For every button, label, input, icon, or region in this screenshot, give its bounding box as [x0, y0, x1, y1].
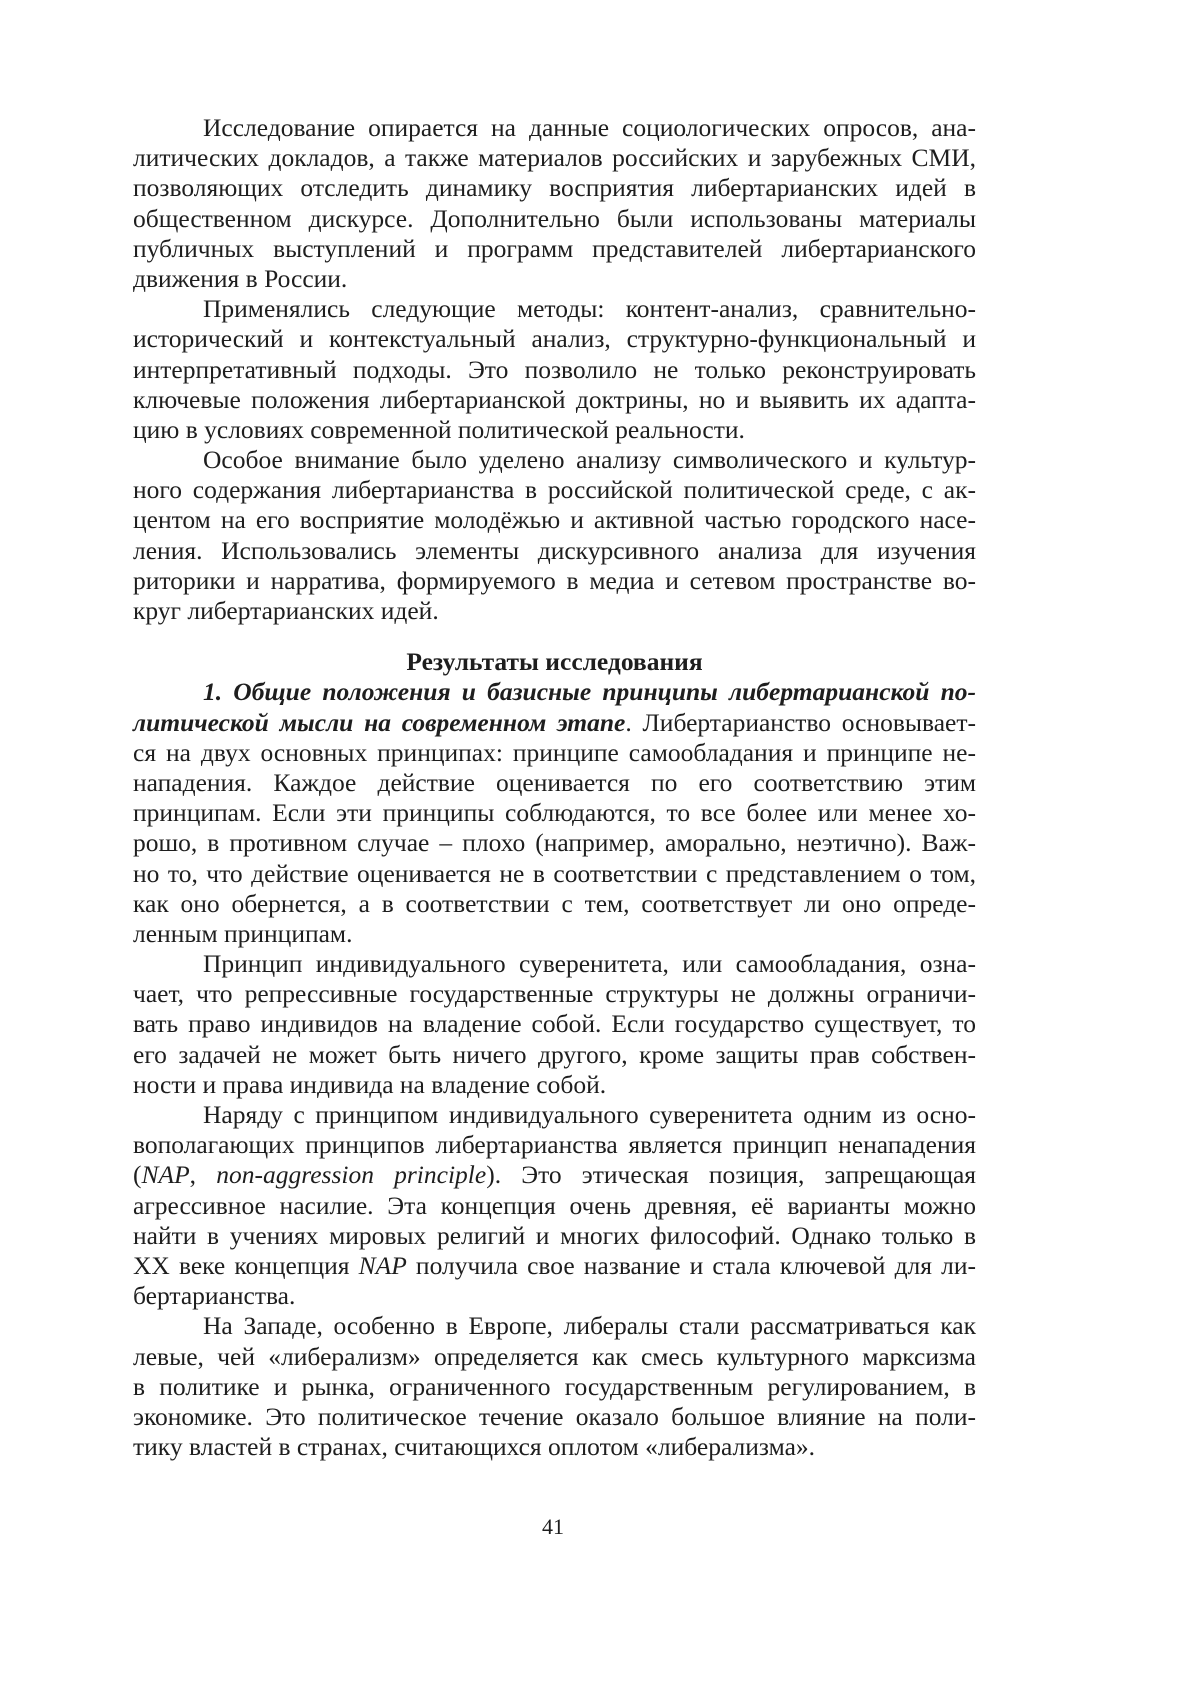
text-line: движения в России. — [133, 264, 976, 294]
emphasized-text: NAP — [359, 1251, 407, 1280]
text-line: Наряду с принципом индивидуального суверенитета одним из осно- — [133, 1100, 976, 1130]
text-line: агрессивное насилие. Эта концепция очень древняя, её варианты можно — [133, 1191, 976, 1221]
emphasized-text: non-aggression principle — [216, 1160, 486, 1189]
text-line: его задачей не может быть ничего другого, кроме защиты прав собствен- — [133, 1040, 976, 1070]
text-line: Исследование опирается на данные социологических опросов, ана- — [133, 113, 976, 143]
text-line: чает, что репрессивные государственные структуры не должны ограничи- — [133, 979, 976, 1009]
text-line: в политике и рынка, ограниченного государственным регулированием, в — [133, 1372, 976, 1402]
text-segment: ). Это этическая позиция, запрещающая — [486, 1160, 976, 1189]
text-line: тику властей в странах, считающихся оплотом «либерализма». — [133, 1432, 976, 1462]
text-line: риторики и нарратива, формируемого в медиа и сетевом пространстве во- — [133, 566, 976, 596]
text-line — [133, 677, 976, 707]
text-line: На Западе, особенно в Европе, либералы стали рассматриваться как — [133, 1311, 976, 1341]
text-line: исторический и контекстуальный анализ, структурно-функциональный и — [133, 324, 976, 354]
text-line — [133, 708, 976, 738]
text-line: круг либертарианских идей. — [133, 596, 976, 626]
text-line: Принцип индивидуального суверенитета, или самообладания, озна- — [133, 949, 976, 979]
paragraph — [133, 294, 976, 445]
emphasized-text: литической мысли на современном этапе — [133, 708, 625, 737]
text-line: нападения. Каждое действие оценивается по его соответствию этим — [133, 768, 976, 798]
text-segment: XX веке концепция — [133, 1251, 359, 1280]
text-line: ления. Использовались элементы дискурсивного анализа для изучения — [133, 536, 976, 566]
page-number: 41 — [0, 1514, 1106, 1540]
text-line: экономике. Это политическое течение оказало большое влияние на поли- — [133, 1402, 976, 1432]
paragraph — [133, 1100, 976, 1311]
text-line: вополагающих принципов либертарианства является принцип ненападения — [133, 1130, 976, 1160]
text-line: публичных выступлений и программ представителей либертарианского — [133, 234, 976, 264]
text-segment: ( — [133, 1160, 142, 1189]
paragraph — [133, 445, 976, 626]
section-heading: Результаты исследования — [133, 647, 976, 677]
text-line: общественном дискурсе. Дополнительно были использованы материалы — [133, 204, 976, 234]
paragraph — [133, 677, 976, 949]
text-line: цию в условиях современной политической реальности. — [133, 415, 976, 445]
text-line: ленным принципам. — [133, 919, 976, 949]
text-line: позволяющих отследить динамику восприятия либертарианских идей в — [133, 173, 976, 203]
text-line: но то, что действие оценивается не в соответствии с представлением о том, — [133, 859, 976, 889]
text-line: левые, чей «либерализм» определяется как смесь культурного марксизма — [133, 1342, 976, 1372]
text-line: принципам. Если эти принципы соблюдаются, то все более или менее хо- — [133, 798, 976, 828]
text-line: литических докладов, а также материалов российских и зарубежных СМИ, — [133, 143, 976, 173]
text-line: рошо, в противном случае – плохо (например, аморально, неэтично). Важ- — [133, 828, 976, 858]
text-line — [133, 1251, 976, 1281]
text-line: Особое внимание было уделено анализу символического и культур- — [133, 445, 976, 475]
text-line: бертарианства. — [133, 1281, 976, 1311]
text-line: центом на его восприятие молодёжью и активной частью городского насе- — [133, 505, 976, 535]
emphasized-text: 1. Общие положения и базисные принципы либертарианской по- — [203, 677, 976, 706]
paragraph — [133, 1311, 976, 1462]
text-line: ключевые положения либертарианской доктрины, но и выявить их адапта- — [133, 385, 976, 415]
text-segment: . Либертарианство основывает- — [625, 708, 976, 737]
paragraph — [133, 949, 976, 1100]
text-line: ного содержания либертарианства в российской политической среде, с ак- — [133, 475, 976, 505]
text-line: Применялись следующие методы: контент-анализ, сравнительно- — [133, 294, 976, 324]
text-line: ся на двух основных принципах: принципе самообладания и принципе не- — [133, 738, 976, 768]
text-segment: получила свое название и стала ключевой для ли- — [407, 1251, 976, 1280]
text-line: интерпретативный подходы. Это позволило не только реконструировать — [133, 355, 976, 385]
text-line: вать право индивидов на владение собой. Если государство существует, то — [133, 1009, 976, 1039]
text-line: ности и права индивида на владение собой. — [133, 1070, 976, 1100]
document-body — [133, 113, 976, 1462]
text-line: найти в учениях мировых религий и многих философий. Однако только в — [133, 1221, 976, 1251]
text-segment: , — [190, 1160, 217, 1189]
text-line — [133, 1160, 976, 1190]
paragraph — [133, 113, 976, 294]
emphasized-text: NAP — [142, 1160, 190, 1189]
text-line: как оно обернется, а в соответствии с тем, соответствует ли оно опреде- — [133, 889, 976, 919]
